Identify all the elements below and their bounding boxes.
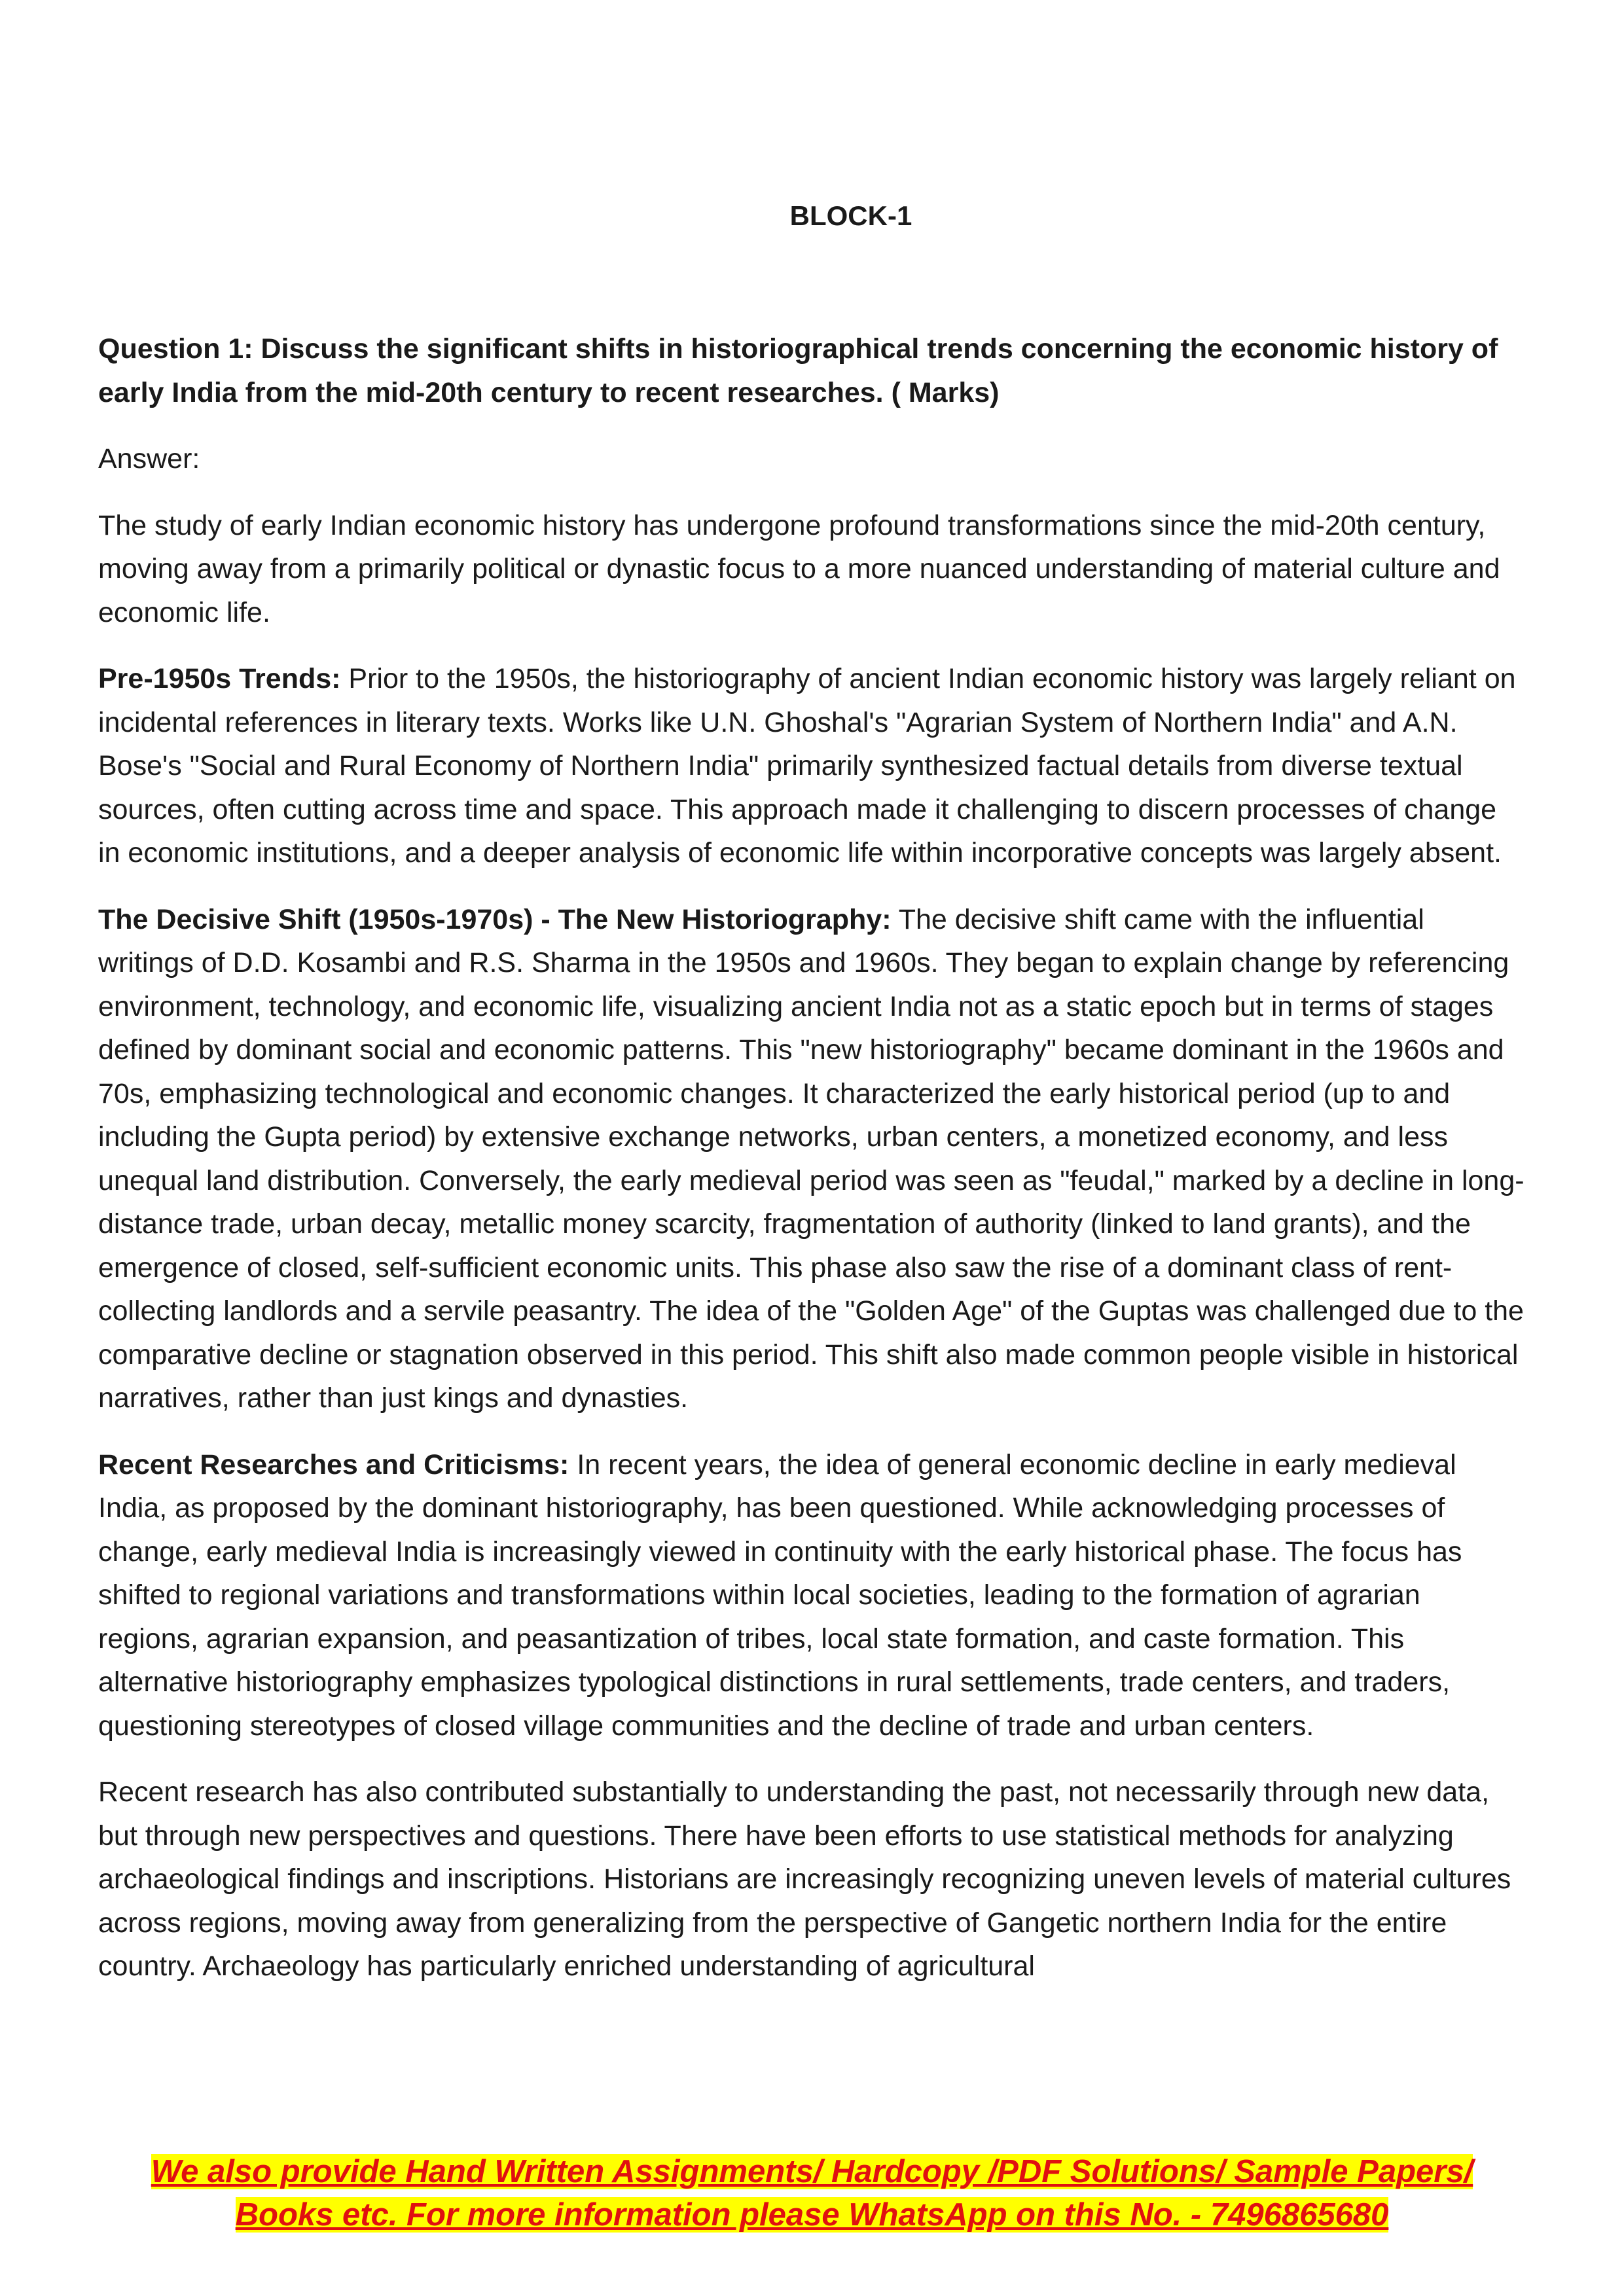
recent-research-paragraph — [98, 1443, 1525, 1748]
question-text: Question 1: Discuss the significant shifts in historiographical trends concerning the economic history of early India from the mid-20th century to recent researches. ( Marks) — [98, 333, 1498, 408]
intro-paragraph: The study of early Indian economic history has undergone profound transformations since the mid-20th century, moving away from a primarily political or dynastic focus to a more nuanced understanding of material culture and economic life. — [98, 509, 1500, 628]
decisive-shift-text: The decisive shift came with the influential writings of D.D. Kosambi and R.S. Sharma in the 1950s and 1960s. They began to explain change by referencing environment, technology, and economic life, visualizing ancient India not as a static epoch but in terms of stages defined by dominant social and economic patterns. This "new historiography" became dominant in the 1960s and 70s, emphasizing technological and economic changes. It characterized the early historical period (up to and including the Gupta period) by extensive exchange networks, urban centers, a monetized economy, and less unequal land distribution. Conversely, the early medieval period was seen as "feudal," marked by a decline in long-distance trade, urban decay, metallic money scarcity, fragmentation of authority (linked to land grants), and the emergence of closed, self-sufficient economic units. This phase also saw the rise of a dominant class of rent-collecting landlords and a servile peasantry. The idea of the "Golden Age" of the Guptas was challenged due to the comparative decline or stagnation observed in this period. This shift also made common people visible in historical narratives, rather than just kings and dynasties. — [98, 903, 1525, 1414]
pre1950-heading: Pre-1950s Trends: — [98, 663, 341, 694]
pre1950-paragraph — [98, 657, 1525, 875]
block-title: BLOCK-1 — [789, 200, 912, 231]
promo-banner — [0, 2150, 1624, 2236]
answer-label: Answer: — [98, 443, 200, 475]
document-body — [98, 327, 1525, 2011]
pre1950-text: Prior to the 1950s, the historiography of ancient Indian economic history was largely reliant on incidental references in literary texts. Works like U.N. Ghoshal's "Agrarian System of Northern India" and A.N. Bose's "Social and Rural Economy of Northern India" primarily synthesized factual details from diverse textual sources, often cutting across time and space. This approach made it challenging to discern processes of change in economic institutions, and a deeper analysis of economic life within incorporative concepts was largely absent. — [98, 663, 1516, 869]
final-paragraph: Recent research has also contributed substantially to understanding the past, not necessarily through new data, but through new perspectives and questions. There have been efforts to use statistical methods for analyzing archaeological findings and inscriptions. Historians are increasingly recognizing uneven levels of material cultures across regions, moving away from generalizing from the perspective of Gangetic northern India for the entire country. Archaeology has particularly enriched understanding of agricultural — [98, 1776, 1511, 1982]
decisive-shift-paragraph — [98, 898, 1525, 1420]
decisive-shift-heading: The Decisive Shift (1950s-1970s) - The New Historiography: — [98, 903, 892, 935]
recent-research-heading: Recent Researches and Criticisms: — [98, 1448, 569, 1480]
promo-banner-line-1: We also provide Hand Written Assignments/ Hardcopy /PDF Solutions/ Sample Papers/ — [151, 2154, 1473, 2189]
promo-banner-line-2: Books etc. For more information please WhatsApp on this No. - 7496865680 — [235, 2197, 1389, 2233]
recent-research-text: In recent years, the idea of general economic decline in early medieval India, as proposed by the dominant historiography, has been questioned. While acknowledging processes of change, early medieval India is increasingly viewed in continuity with the early historical phase. The focus has shifted to regional variations and transformations within local societies, leading to the formation of agrarian regions, agrarian expansion, and peasantization of tribes, local state formation, and caste formation. This alternative historiography emphasizes typological distinctions in rural settlements, trade centers, and traders, questioning stereotypes of closed village communities and the decline of trade and urban centers. — [98, 1448, 1462, 1742]
